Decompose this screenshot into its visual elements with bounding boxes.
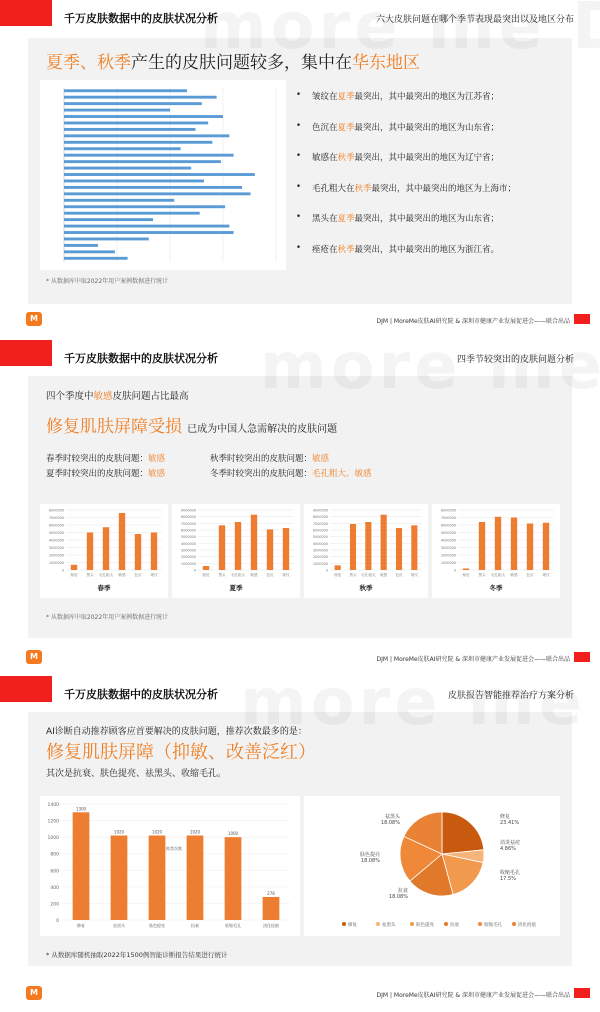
legend-swatch xyxy=(444,922,448,926)
y-tick-label: 0 xyxy=(193,568,196,573)
slide-subtitle: 皮肤报告智能推荐治疗方案分析 xyxy=(447,691,574,701)
bar xyxy=(64,134,229,137)
y-tick-label: 200 xyxy=(50,902,59,908)
bar xyxy=(64,212,200,215)
bar xyxy=(495,517,501,570)
legend-label: 修复 xyxy=(348,922,357,928)
brand-logo: M xyxy=(26,650,42,664)
finding-season: 秋季 xyxy=(354,183,372,194)
legend-swatch xyxy=(376,922,380,926)
x-tick-label: 敏感 xyxy=(118,573,126,577)
x-tick-label: 淡化痘痕 xyxy=(263,923,279,928)
bar xyxy=(64,238,149,241)
bar xyxy=(111,835,128,920)
bar xyxy=(511,518,517,571)
y-tick-label: 3000000 xyxy=(440,546,456,550)
slide-season-problems xyxy=(0,336,600,672)
horizontal-bar-chart xyxy=(40,80,286,270)
finding-season: 夏季 xyxy=(337,214,355,224)
bar xyxy=(64,218,153,221)
winter-chart xyxy=(432,504,560,598)
bar xyxy=(64,257,128,260)
y-tick-label: 7000000 xyxy=(180,521,196,526)
y-tick-label: 8000000 xyxy=(180,515,196,520)
bar xyxy=(64,160,221,163)
chart-title: 夏季 xyxy=(229,584,243,592)
finding-detail: 最突出，其中最突出的地区为山东省； xyxy=(354,122,500,133)
bar xyxy=(64,192,251,195)
bar xyxy=(203,566,209,570)
bar xyxy=(187,835,204,920)
chart-title: 秋季 xyxy=(359,584,373,592)
x-tick-label: 毛孔粗大 xyxy=(490,573,506,577)
bar xyxy=(335,565,341,570)
slice-value: 4.86% xyxy=(500,846,516,852)
finding-text: 黑头在 xyxy=(312,214,338,224)
x-tick-label: 毛孔粗大 xyxy=(98,573,114,577)
x-tick-label: 痤疮 xyxy=(70,573,78,577)
bar xyxy=(87,533,93,571)
line-highlight: 敏感 xyxy=(93,391,113,402)
bar xyxy=(263,897,280,920)
x-tick-label: 黑头 xyxy=(478,573,486,577)
bar xyxy=(283,528,289,570)
data-note: * 从数据库中取2022年用户案例数据进行统计 xyxy=(46,614,169,621)
bar xyxy=(219,525,225,570)
bar xyxy=(479,522,485,570)
y-tick-label: 3000000 xyxy=(180,548,196,553)
bar xyxy=(64,122,208,125)
x-tick-label: 色沉 xyxy=(526,573,534,577)
bar xyxy=(411,525,417,570)
x-tick-label: 色沉 xyxy=(395,573,403,577)
bar xyxy=(396,528,402,570)
finding-detail: 最突出，其中最突出的地区为山东省； xyxy=(354,214,500,224)
findings-list xyxy=(296,90,566,273)
bar xyxy=(71,565,77,570)
bar xyxy=(381,515,387,570)
y-tick-label: 2000000 xyxy=(48,553,64,558)
y-tick-label: 1000000 xyxy=(48,561,64,565)
bar xyxy=(463,569,469,571)
line-text-end: 皮肤问题占比最高 xyxy=(112,391,189,402)
spring-chart xyxy=(40,504,168,598)
bar xyxy=(64,115,223,118)
x-tick-label: 毛孔粗大 xyxy=(230,573,246,577)
slice-name: 收缩毛孔 xyxy=(500,870,521,876)
bar xyxy=(235,522,241,570)
brand-logo: M xyxy=(26,986,42,1000)
y-tick-label: 4000000 xyxy=(440,538,456,543)
bar xyxy=(64,154,234,157)
slice-name: 肤色提亮 xyxy=(359,852,380,858)
y-tick-label: 7000000 xyxy=(440,516,456,520)
summer-label: 夏季时较突出的皮肤问题： xyxy=(46,469,149,479)
x-tick-label: 皱纹 xyxy=(542,573,550,577)
data-label: 1020 xyxy=(151,829,163,835)
bar xyxy=(119,513,125,570)
x-tick-label: 黑头 xyxy=(349,573,357,577)
y-tick-label: 3000000 xyxy=(312,548,328,553)
y-tick-label: 5000000 xyxy=(180,535,196,540)
legend-label: 肤色提亮 xyxy=(416,922,434,928)
winter-value: 毛孔粗大、敏感 xyxy=(312,469,372,479)
x-tick-label: 敏感 xyxy=(510,573,518,577)
y-tick-label: 0 xyxy=(61,568,64,573)
finding-detail: 最突出，其中最突出的地区为上海市； xyxy=(371,183,517,194)
x-tick-label: 肤色提亮 xyxy=(149,923,165,928)
x-tick-label: 敏感 xyxy=(250,573,258,577)
y-tick-label: 1000000 xyxy=(440,561,456,565)
bar xyxy=(267,529,273,570)
x-tick-label: 抗衰 xyxy=(191,923,199,928)
y-tick-label: 6000000 xyxy=(180,528,196,533)
slice-value: 18.08% xyxy=(380,820,400,826)
bar xyxy=(64,180,204,183)
bar xyxy=(64,102,202,105)
legend-label: 收缩毛孔 xyxy=(484,922,502,928)
x-tick-label: 敏感 xyxy=(380,573,388,577)
slide-subtitle: 六大皮肤问题在哪个季节表现最突出以及地区分布 xyxy=(375,15,574,25)
y-tick-label: 2000000 xyxy=(312,555,328,560)
bar xyxy=(527,524,533,571)
bar xyxy=(64,128,195,131)
bar xyxy=(73,812,90,920)
chart-title: 春季 xyxy=(97,584,111,592)
y-tick-label: 2000000 xyxy=(440,553,456,558)
y-tick-label: 5000000 xyxy=(440,531,456,535)
finding-text: 痤疮在 xyxy=(312,244,338,255)
finding-item xyxy=(296,121,566,152)
data-label: 1000 xyxy=(227,831,239,837)
slide-title: 千万皮肤数据中的皮肤状况分析 xyxy=(64,352,218,365)
x-tick-label: 黑头 xyxy=(86,573,94,577)
y-tick-label: 6000000 xyxy=(48,523,64,528)
bar xyxy=(365,522,371,570)
spring-label: 春季时较突出的皮肤问题： xyxy=(46,454,149,464)
brand-logo: M xyxy=(26,312,42,326)
bar xyxy=(64,225,229,228)
finding-season: 夏季 xyxy=(337,92,355,102)
secondary-line: 其次是抗衰、肤色提亮、祛黑头、收缩毛孔。 xyxy=(46,769,227,779)
finding-season: 夏季 xyxy=(337,122,355,133)
summer-chart xyxy=(172,504,300,598)
slice-value: 23.41% xyxy=(500,820,520,826)
bar xyxy=(64,250,115,253)
autumn-chart xyxy=(304,504,428,598)
recommend-pie-svg xyxy=(304,796,560,936)
spring-line xyxy=(46,452,165,467)
x-tick-label: 黑头 xyxy=(218,573,226,577)
footer-red-mark xyxy=(574,652,590,662)
x-tick-label: 祛黑头 xyxy=(113,923,125,928)
y-tick-label: 4000000 xyxy=(180,541,196,546)
y-tick-label: 9000000 xyxy=(180,508,196,513)
bar xyxy=(135,534,141,570)
data-label: 1020 xyxy=(189,829,201,835)
x-tick-label: 毛孔粗大 xyxy=(361,573,376,577)
spring-chart-svg xyxy=(40,504,168,598)
pie-slice xyxy=(442,812,484,854)
red-corner-decoration xyxy=(0,0,52,26)
winter-line xyxy=(210,467,372,482)
finding-text: 皱纹在 xyxy=(312,92,338,102)
finding-detail: 最突出，其中最突出的地区为浙江省。 xyxy=(354,244,500,255)
bar xyxy=(350,524,356,570)
footer-red-mark xyxy=(574,988,590,998)
finding-item xyxy=(296,243,566,274)
legend-label: 淡化痘痕 xyxy=(518,922,536,928)
x-tick-label: 修复 xyxy=(77,923,85,928)
winter-chart-svg xyxy=(432,504,560,598)
y-tick-label: 8000000 xyxy=(312,515,328,520)
bar xyxy=(64,89,187,92)
y-tick-label: 8000000 xyxy=(48,508,64,513)
slide-season-region xyxy=(0,0,600,336)
finding-text: 色沉在 xyxy=(312,122,338,133)
slide-title: 千万皮肤数据中的皮肤状况分析 xyxy=(64,688,218,701)
key-message-text: 已成为中国人急需解决的皮肤问题 xyxy=(187,424,338,435)
finding-item xyxy=(296,182,566,213)
recommend-bar-chart xyxy=(40,796,300,936)
key-message xyxy=(46,412,337,437)
y-tick-label: 6000000 xyxy=(312,528,328,533)
autumn-label: 秋季时较突出的皮肤问题： xyxy=(210,454,313,464)
legend-swatch xyxy=(410,922,414,926)
key-message: 修复肌肤屏障（抑敏、改善泛红） xyxy=(46,742,316,763)
slide-subtitle: 四季节较突出的皮肤问题分析 xyxy=(456,355,574,365)
x-tick-label: 痤疮 xyxy=(462,573,470,577)
finding-text: 毛孔粗大在 xyxy=(312,183,355,194)
y-tick-label: 6000000 xyxy=(440,523,456,528)
intro-line: AI诊断自动推荐顾客应首要解决的皮肤问题，推荐次数最多的是： xyxy=(46,727,307,737)
finding-season: 秋季 xyxy=(337,153,355,163)
bar xyxy=(251,515,257,570)
y-tick-label: 1000 xyxy=(47,836,59,842)
finding-text: 敏感在 xyxy=(312,153,338,163)
y-tick-label: 9000000 xyxy=(312,508,328,513)
y-tick-label: 1200 xyxy=(47,819,59,825)
data-label: 278 xyxy=(267,890,275,896)
bar xyxy=(64,244,98,247)
winter-label: 冬季时较突出的皮肤问题： xyxy=(210,469,313,479)
x-tick-label: 皱纹 xyxy=(150,573,158,577)
autumn-value: 敏感 xyxy=(312,454,330,464)
legend-swatch xyxy=(478,922,482,926)
slide-title: 千万皮肤数据中的皮肤状况分析 xyxy=(64,12,218,25)
finding-item xyxy=(296,90,566,121)
headline-region: 华东地区 xyxy=(352,53,420,73)
slice-value: 17.5% xyxy=(500,876,516,882)
bar xyxy=(64,173,255,176)
y-tick-label: 5000000 xyxy=(312,535,328,540)
footer-credit: DJM | MoreMe皮肤AI研究院 & 深圳市健康产业发展促进会——联合出品 xyxy=(376,656,570,663)
red-corner-decoration xyxy=(0,676,52,702)
summer-line xyxy=(46,467,165,482)
autumn-chart-svg xyxy=(304,504,428,598)
y-tick-label: 2000000 xyxy=(180,555,196,560)
x-tick-label: 痤疮 xyxy=(202,573,210,577)
recommend-pie-chart xyxy=(304,796,560,936)
bar xyxy=(64,109,170,112)
y-tick-label: 800 xyxy=(50,852,59,858)
slice-value: 18.08% xyxy=(360,858,380,864)
x-tick-label: 痤疮 xyxy=(334,573,342,577)
y-tick-label: 1400 xyxy=(47,803,59,808)
bar xyxy=(151,533,157,571)
bar xyxy=(64,199,174,202)
y-tick-label: 5000000 xyxy=(48,531,64,535)
summer-value: 敏感 xyxy=(148,469,166,479)
x-tick-label: 色沉 xyxy=(134,573,142,577)
data-note: * 从数据库随机抽取2022年1500例智能诊断报告结果进行统计 xyxy=(46,951,228,959)
y-tick-label: 0 xyxy=(325,568,328,573)
bar xyxy=(225,837,242,920)
x-tick-label: 皱纹 xyxy=(410,573,418,577)
y-tick-label: 4000000 xyxy=(312,541,328,546)
y-tick-label: 400 xyxy=(50,885,59,891)
y-tick-label: 8000000 xyxy=(440,508,456,513)
data-note: * 从数据库中取2022年用户案例数据进行统计 xyxy=(46,278,169,285)
slice-name: 修复 xyxy=(500,814,511,820)
y-tick-label: 4000000 xyxy=(48,538,64,543)
summer-chart-svg xyxy=(172,504,300,598)
highest-ratio-line xyxy=(46,388,189,402)
spring-value: 敏感 xyxy=(148,454,166,464)
y-tick-label: 7000000 xyxy=(312,521,328,526)
footer-red-mark xyxy=(574,314,590,324)
bar xyxy=(64,231,234,234)
bar xyxy=(64,96,217,99)
y-tick-label: 3000000 xyxy=(48,546,64,550)
slide-ai-recommendation xyxy=(0,672,600,1012)
y-tick-label: 0 xyxy=(453,568,456,573)
recommend-bar-svg xyxy=(40,796,300,936)
finding-detail: 最突出，其中最突出的地区为辽宁省； xyxy=(354,153,500,163)
red-corner-decoration xyxy=(0,340,52,366)
bar xyxy=(64,147,181,150)
bar xyxy=(103,527,109,570)
legend-label: 抗衰 xyxy=(450,922,459,928)
slice-name: 抗衰 xyxy=(397,888,408,894)
x-tick-label: 皱纹 xyxy=(282,573,290,577)
data-label: 1020 xyxy=(113,829,125,835)
hbar-svg xyxy=(40,80,286,270)
x-tick-label: 收缩毛孔 xyxy=(225,923,241,928)
y-tick-label: 1000000 xyxy=(180,561,196,566)
data-label: 1300 xyxy=(75,806,87,812)
y-tick-label: 1000000 xyxy=(312,561,328,566)
y-tick-label: 0 xyxy=(56,919,59,924)
legend-swatch xyxy=(342,922,346,926)
bar xyxy=(64,205,225,208)
bar xyxy=(543,523,549,570)
headline-mid: 产生的皮肤问题较多，集中在 xyxy=(131,53,352,73)
legend-label: 祛黑头 xyxy=(382,922,396,928)
y-tick-label: 7000000 xyxy=(48,516,64,520)
legend-swatch xyxy=(158,846,163,850)
bar xyxy=(64,167,191,170)
slice-name: 祛黑头 xyxy=(384,814,400,820)
bar xyxy=(64,141,212,144)
bar xyxy=(64,186,242,189)
line-text: 四个季度中 xyxy=(46,391,94,402)
headline xyxy=(46,48,420,73)
legend-label: 推荐次数 xyxy=(166,846,182,851)
x-tick-label: 色沉 xyxy=(266,573,274,577)
y-tick-label: 600 xyxy=(50,869,59,875)
slice-name: 消炎祛痘 xyxy=(500,840,521,846)
slice-value: 18.08% xyxy=(388,894,408,900)
finding-item xyxy=(296,212,566,243)
headline-seasons: 夏季、秋季 xyxy=(46,53,131,73)
key-message-highlight: 修复肌肤屏障受损 xyxy=(46,417,182,437)
autumn-line xyxy=(210,452,329,467)
finding-season: 秋季 xyxy=(337,244,355,255)
finding-item xyxy=(296,151,566,182)
footer-credit: DJM | MoreMe皮肤AI研究院 & 深圳市健康产业发展促进会——联合出品 xyxy=(376,992,570,999)
finding-detail: 最突出，其中最突出的地区为江苏省； xyxy=(354,92,500,102)
footer-credit: DJM | MoreMe皮肤AI研究院 & 深圳市健康产业发展促进会——联合出品 xyxy=(376,318,570,325)
chart-title: 冬季 xyxy=(489,584,503,592)
legend-swatch xyxy=(512,922,516,926)
